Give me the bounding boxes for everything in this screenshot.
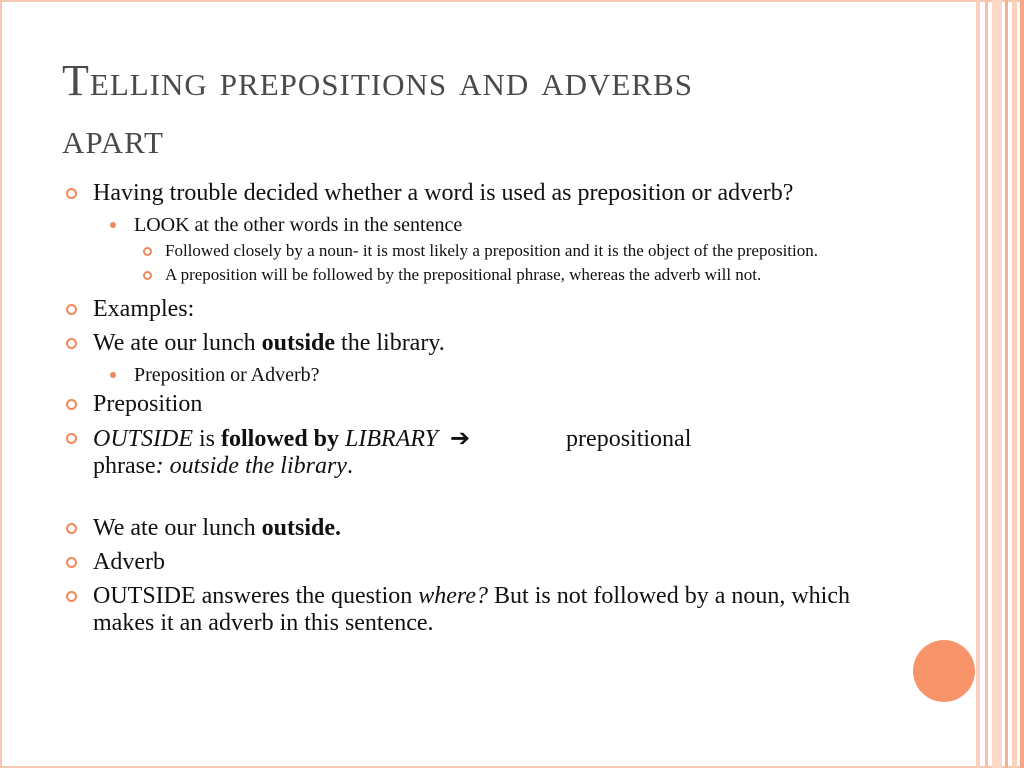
stripe <box>1005 0 1008 768</box>
bullet-text-pre: OUTSIDE answeres the question <box>93 583 419 609</box>
bullet-item <box>64 425 864 480</box>
dot-bullet-icon <box>110 222 116 228</box>
bullet-text: Examples: <box>93 296 195 322</box>
sub-bullet-item <box>64 214 864 237</box>
slide-content <box>64 180 864 644</box>
ring-bullet-icon <box>66 188 77 199</box>
bullet-text-bold: followed by <box>221 426 340 452</box>
bullet-text-bold: outside <box>261 330 336 356</box>
bullet-item <box>64 330 864 357</box>
bullet-item <box>64 515 864 542</box>
ring-bullet-icon <box>66 338 77 349</box>
small-ring-bullet-icon <box>143 271 152 280</box>
bullet-text: prepositional <box>566 426 692 452</box>
bullet-text-is: is <box>193 426 222 452</box>
stripe <box>976 0 980 768</box>
stripe <box>992 0 1002 768</box>
ring-bullet-icon <box>66 591 77 602</box>
stripe <box>985 0 988 768</box>
bullet-item <box>64 549 864 576</box>
stripe <box>1020 0 1024 768</box>
bullet-item <box>64 296 864 323</box>
dot-bullet-icon <box>110 372 116 378</box>
ring-bullet-icon <box>66 557 77 568</box>
ring-bullet-icon <box>66 523 77 534</box>
ring-bullet-icon <box>66 304 77 315</box>
stripe <box>1012 0 1017 768</box>
bullet-text-italic: where? <box>418 583 489 609</box>
bullet-text-pre: We ate our lunch <box>93 330 262 356</box>
decorative-circle <box>913 640 975 702</box>
title-line-1: Telling prepositions and adverbs <box>62 56 693 105</box>
sub-bullet-text: Preposition or Adverb? <box>134 364 320 386</box>
sub-sub-bullet-item <box>64 265 864 284</box>
title-line-2: apart <box>62 114 164 163</box>
bullet-item <box>64 180 864 207</box>
bullet-item <box>64 391 864 418</box>
bullet-text: Adverb <box>93 549 165 575</box>
bullet-text: Having trouble decided whether a word is used as preposition or adverb? <box>93 180 794 206</box>
sub-bullet-item <box>64 364 864 387</box>
bullet-text-post: But is not followed by a noun, which makes it an adverb in this sentence. <box>93 583 856 636</box>
bullet-item <box>64 583 864 637</box>
arrow-right-icon: ➔ <box>449 424 471 452</box>
sub-sub-bullet-text: A preposition will be followed by the prepositional phrase, whereas the adverb will not. <box>165 265 762 284</box>
bullet-text-italic: : outside the library <box>155 453 347 479</box>
decorative-stripes <box>976 0 1024 768</box>
bullet-text-bold: outside. <box>261 515 342 541</box>
bullet-text: phrase <box>93 453 156 479</box>
bullet-text-pre: We ate our lunch <box>93 515 262 541</box>
slide-title <box>62 52 882 168</box>
bullet-text: Preposition <box>93 391 203 417</box>
bullet-text-italic: LIBRARY <box>345 426 438 452</box>
small-ring-bullet-icon <box>143 247 152 256</box>
ring-bullet-icon <box>66 433 77 444</box>
bullet-text: . <box>346 453 353 479</box>
bullet-text-post: the library. <box>335 330 445 356</box>
bullet-text-italic: OUTSIDE <box>93 426 193 452</box>
sub-sub-bullet-text: Followed closely by a noun- it is most likely a preposition and it is the object of the preposition. <box>165 241 818 260</box>
sub-sub-bullet-item <box>64 241 864 260</box>
ring-bullet-icon <box>66 399 77 410</box>
sub-bullet-text: LOOK at the other words in the sentence <box>134 214 463 236</box>
